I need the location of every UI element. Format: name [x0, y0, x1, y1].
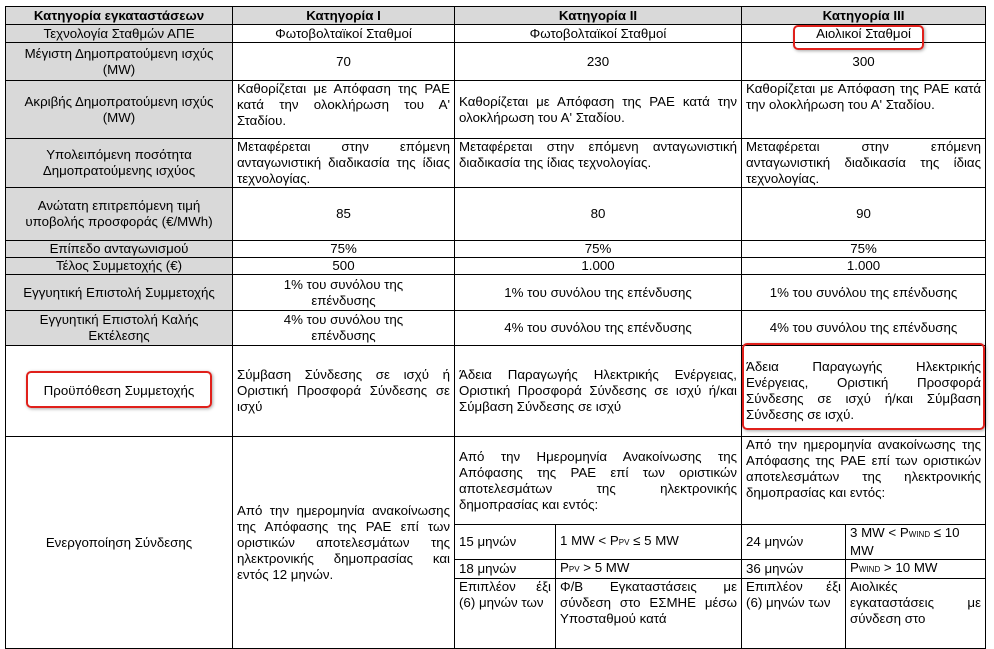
cell: 4% του συνόλου της επένδυσης: [233, 311, 455, 346]
condition-cell: [556, 525, 742, 560]
condition-cell: Αιολικές εγκαταστάσεις με σύνδεση στο: [846, 579, 986, 649]
cell: Μεταφέρεται στην επόμενη ανταγωνιστική διαδικασία της ίδιας τεχνολογίας.: [233, 139, 455, 188]
condition-text: ≤ 10 MW: [850, 525, 960, 558]
period-cell: 36 μηνών: [742, 560, 846, 579]
condition-text: P: [560, 560, 569, 575]
cell: Από την Ημερομηνία Ανακοίνωσης της Απόφασης της ΡΑΕ επί των οριστικών αποτελεσμάτων της ηλεκτρονικής δημοπρασίας και εντός:: [455, 437, 742, 525]
period-cell: Επιπλέον έξι (6) μηνών των: [742, 579, 846, 649]
condition-text: > 10 MW: [880, 560, 938, 575]
cell: 500: [233, 258, 455, 275]
row-label: Μέγιστη Δημοπρατούμενη ισχύς (MW): [6, 43, 233, 81]
condition-text: P: [850, 560, 859, 575]
header-category: Κατηγορία εγκαταστάσεων: [6, 7, 233, 25]
cell: 70: [233, 43, 455, 81]
cell: Αιολικοί Σταθμοί: [742, 25, 986, 43]
cell: 1.000: [742, 258, 986, 275]
table-row: [6, 139, 986, 188]
cell: 300: [742, 43, 986, 81]
condition-text: 1 MW < P: [560, 533, 619, 548]
cell: 75%: [455, 241, 742, 258]
cell: 4% του συνόλου της επένδυσης: [742, 311, 986, 346]
table-row: [6, 81, 986, 139]
condition-cell: [556, 560, 742, 579]
cell: Καθορίζεται με Απόφαση της ΡΑΕ κατά την ολοκλήρωση του Α' Σταδίου.: [455, 81, 742, 139]
condition-cell: Φ/Β Εγκαταστάσεις με σύνδεση στο ΕΣΜΗΕ μέσω Υποσταθμού κατά: [556, 579, 742, 649]
table-row: [6, 258, 986, 275]
row-label: Προϋπόθεση Συμμετοχής: [6, 346, 233, 437]
table-row: [6, 25, 986, 43]
header-category-3: Κατηγορία III: [742, 7, 986, 25]
row-label: Επίπεδο ανταγωνισμού: [6, 241, 233, 258]
row-label: Ακριβής Δημοπρατούμενη ισχύς (MW): [6, 81, 233, 139]
period-cell: 15 μηνών: [455, 525, 556, 560]
cell: 85: [233, 188, 455, 241]
table-row: [6, 188, 986, 241]
condition-cell: [846, 525, 986, 560]
condition-text: 3 MW < P: [850, 525, 909, 540]
cell: 1% του συνόλου της επένδυσης: [233, 275, 455, 311]
condition-subscript: PV: [618, 538, 630, 547]
condition-subscript: PV: [568, 565, 580, 574]
header-category-1: Κατηγορία I: [233, 7, 455, 25]
cell: 4% του συνόλου της επένδυσης: [455, 311, 742, 346]
cell: 230: [455, 43, 742, 81]
cell: Σύμβαση Σύνδεσης σε ισχύ ή Οριστική Προσφορά Σύνδεσης σε ισχύ: [233, 346, 455, 437]
table-row: [6, 241, 986, 258]
cell: Φωτοβολταϊκοί Σταθμοί: [233, 25, 455, 43]
cell: Φωτοβολταϊκοί Σταθμοί: [455, 25, 742, 43]
cell: Καθορίζεται με Απόφαση της ΡΑΕ κατά την ολοκλήρωση του Α' Σταδίου.: [742, 81, 986, 139]
cell: 1% του συνόλου της επένδυσης: [742, 275, 986, 311]
row-label: Ανώτατη επιτρεπόμενη τιμή υποβολής προσφοράς (€/MWh): [6, 188, 233, 241]
condition-subscript: WIND: [858, 565, 881, 574]
condition-cell: [846, 560, 986, 579]
cell: 90: [742, 188, 986, 241]
cell: Μεταφέρεται στην επόμενη ανταγωνιστική διαδικασία της ίδιας τεχνολογίας.: [742, 139, 986, 188]
condition-text: > 5 MW: [579, 560, 630, 575]
row-label: Εγγυητική Επιστολή Συμμετοχής: [6, 275, 233, 311]
table-row: [6, 346, 986, 437]
row-label: Ενεργοποίηση Σύνδεσης: [6, 437, 233, 649]
cell: 1% του συνόλου της επένδυσης: [455, 275, 742, 311]
cell: Από την ημερομηνία ανακοίνωσης της Απόφασης της ΡΑΕ επί των οριστικών αποτελεσμάτων της ηλεκτρονικής δημοπρασίας και εντός:: [742, 437, 986, 525]
row-label: Τέλος Συμμετοχής (€): [6, 258, 233, 275]
cell: 1.000: [455, 258, 742, 275]
row-label: Υπολειπόμενη ποσότητα Δημοπρατούμενης ισχύος: [6, 139, 233, 188]
row-label: Τεχνολογία Σταθμών ΑΠΕ: [6, 25, 233, 43]
table-row: [6, 43, 986, 81]
header-category-2: Κατηγορία II: [455, 7, 742, 25]
period-cell: Επιπλέον έξι (6) μηνών των: [455, 579, 556, 649]
row-label: Εγγυητική Επιστολή Καλής Εκτέλεσης: [6, 311, 233, 346]
period-cell: 18 μηνών: [455, 560, 556, 579]
cell: Καθορίζεται με Απόφαση της ΡΑΕ κατά την ολοκλήρωση του Α' Σταδίου.: [233, 81, 455, 139]
header-row: [6, 7, 986, 25]
period-cell: 24 μηνών: [742, 525, 846, 560]
cell: Άδεια Παραγωγής Ηλεκτρικής Ενέργειας, Οριστική Προσφορά Σύνδεσης σε ισχύ ή/και Σύμβαση Σύνδεσης σε ισχύ: [455, 346, 742, 437]
condition-subscript: WIND: [908, 530, 931, 539]
cell: Μεταφέρεται στην επόμενη ανταγωνιστική διαδικασία της ίδιας τεχνολογίας.: [455, 139, 742, 188]
table-row: [6, 275, 986, 311]
activation-row: [6, 437, 986, 525]
tender-categories-table: [5, 6, 986, 649]
cell: 75%: [233, 241, 455, 258]
cell: 80: [455, 188, 742, 241]
table-row: [6, 311, 986, 346]
cell: Από την ημερομηνία ανακοίνωσης της Απόφασης της ΡΑΕ επί των οριστικών αποτελεσμάτων της ηλεκτρονικής δημοπρασίας και εντός 12 μηνών.: [233, 437, 455, 649]
cell: 75%: [742, 241, 986, 258]
condition-text: ≤ 5 MW: [629, 533, 679, 548]
cell: Άδεια Παραγωγής Ηλεκτρικής Ενέργειας, Οριστική Προσφορά Σύνδεσης σε ισχύ ή/και Σύμβαση Σύνδεσης σε ισχύ.: [742, 346, 986, 437]
